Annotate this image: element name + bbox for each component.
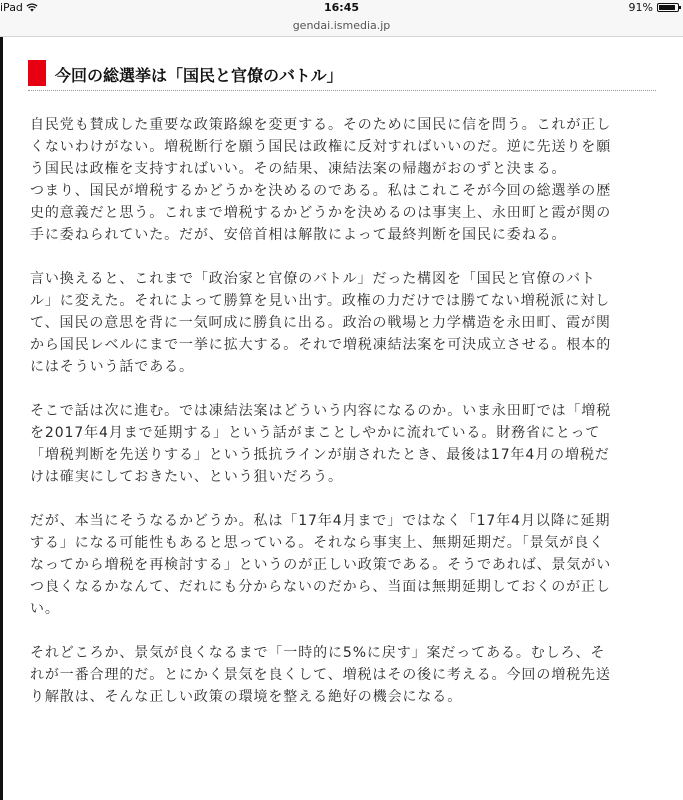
paragraph-line: 「増税判断を先送りする」という抵抗ラインが崩されたとき、最後は17年4月の増税だ <box>30 447 610 463</box>
article-paragraph <box>30 400 670 488</box>
status-bar <box>0 0 683 16</box>
paragraph-line: つまり、国民が増税するかどうかを決めるのである。私はこれこそが今回の総選挙の歴 <box>30 183 612 199</box>
paragraph-line: 手に委ねられていた。だが、安倍首相は解散によって最終判断を国民に委ねる。 <box>30 227 567 243</box>
paragraph-line: て、国民の意思を背に一気呵成に勝負に出る。政治の戦場と力学構造を永田町、霞が関 <box>30 315 611 331</box>
paragraph-line: にはそういう話である。 <box>30 359 194 375</box>
paragraph-line: つ良くなるかなんて、だれにも分からないのだから、当面は無期延期しておくのが正し <box>30 579 611 595</box>
paragraph-line: けは確実にしておきたい、という狙いだろう。 <box>30 469 343 485</box>
paragraph-line: ル」に変えた。それによって勝算を見い出す。政権の力だけでは勝てない増税派に対し <box>30 293 610 309</box>
article-paragraph <box>30 510 670 620</box>
section-heading <box>28 60 656 91</box>
address-bar[interactable] <box>0 16 683 37</box>
status-right <box>629 1 679 14</box>
heading-marker <box>28 60 46 86</box>
status-time: 16:45 <box>323 1 359 14</box>
article-paragraph <box>30 642 670 708</box>
paragraph-line: り解散は、そんな正しい政策の環境を整える絶好の機会になる。 <box>30 689 463 705</box>
paragraph-line: だが、本当にそうなるかどうか。私は「17年4月まで」ではなく「17年4月以降に延期 <box>30 513 611 529</box>
left-edge-bar <box>0 37 3 800</box>
device-label: iPad <box>0 1 23 14</box>
article-paragraph <box>30 268 670 378</box>
battery-percent: 91% <box>628 1 653 14</box>
paragraph-line: 自民党も賛成した重要な政策路線を変更する。そのために国民に信を問う。これが正し <box>30 117 612 133</box>
paragraph-line: を2017年4月まで延期する」という話がまことしやかに流れている。財務省にとって <box>30 425 601 441</box>
paragraph-line: それどころか、景気が良くなるまで「一時的に5%に戻す」案だってある。むしろ、そ <box>30 645 606 661</box>
paragraph-line: する」になる可能性もあると思っている。それなら事実上、無期延期だ。「景気が良く <box>30 535 605 551</box>
battery-icon <box>657 3 679 12</box>
paragraph-line: い。 <box>30 601 60 617</box>
heading-title: 今回の総選挙は「国民と官僚のバトル」 <box>55 66 343 85</box>
article-body <box>30 114 670 730</box>
paragraph-line: から国民レベルにまで一挙に拡大する。それで増税凍結法案を可決成立させる。根本的 <box>30 337 612 353</box>
paragraph-line: れが一番合理的だ。とにかく景気を良くして、増税はその後に考える。今回の増税先送 <box>30 667 611 683</box>
paragraph-line: そこで話は次に進む。では凍結法案はどういう内容になるのか。いま永田町では「増税 <box>30 403 612 419</box>
paragraph-line: くないわけがない。増税断行を願う国民は政権に反対すればいいのだ。逆に先送りを願 <box>30 139 612 155</box>
paragraph-line: 史的意義だと思う。これまで増税するかどうかを決めるのは事実上、永田町と霞が関の <box>30 205 612 221</box>
url-text: gendai.ismedia.jp <box>292 19 391 32</box>
paragraph-line: う国民は政権を支持すればいい。その結果、凍結法案の帰趨がおのずと決まる。 <box>30 161 567 177</box>
article-paragraph <box>30 114 670 246</box>
paragraph-line: 言い換えると、これまで「政治家と官僚のバトル」だった構図を「国民と官僚のバト <box>30 271 596 287</box>
paragraph-line: なってから増税を再検討する」というのが正しい政策である。そうであれば、景気がい <box>30 557 612 573</box>
